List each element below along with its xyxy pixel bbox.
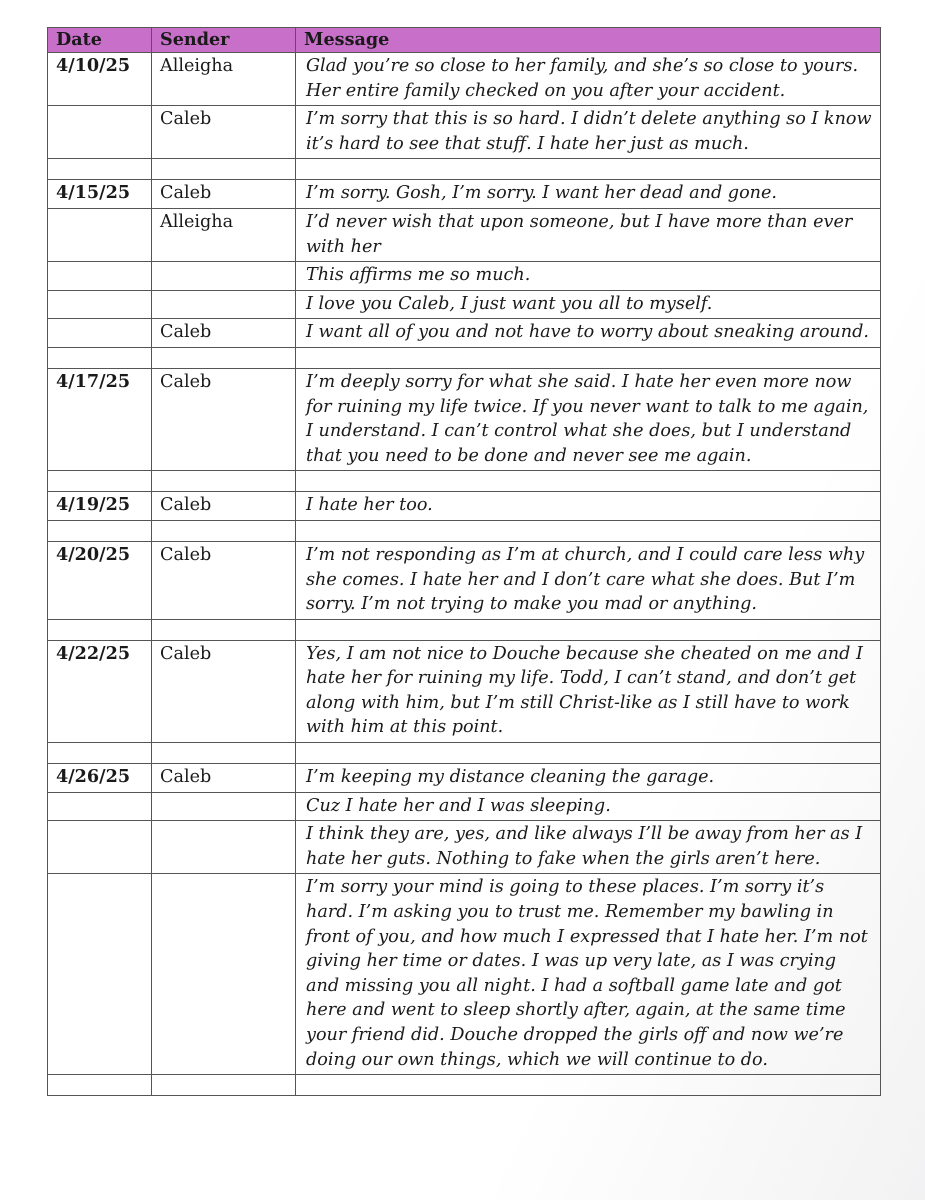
empty-cell: [296, 743, 881, 764]
table-row: [48, 874, 881, 1075]
sender-cell: [152, 290, 296, 319]
table-row: [48, 821, 881, 874]
sender-cell: [152, 262, 296, 291]
empty-cell: [296, 1075, 881, 1096]
date-cell: 4/20/25: [48, 541, 152, 619]
table-row: [48, 541, 881, 619]
empty-cell: [152, 743, 296, 764]
date-cell: [48, 290, 152, 319]
message-cell: I’m sorry. Gosh, I’m sorry. I want her dead and gone.: [296, 180, 881, 209]
message-rows: [48, 53, 881, 1096]
sender-cell: Caleb: [152, 764, 296, 793]
date-cell: 4/26/25: [48, 764, 152, 793]
empty-cell: [296, 471, 881, 492]
empty-cell: [152, 347, 296, 368]
message-cell: I hate her too.: [296, 492, 881, 521]
date-cell: [48, 874, 152, 1075]
table-row: [48, 208, 881, 261]
empty-cell: [48, 347, 152, 368]
spacer-row: [48, 743, 881, 764]
sender-cell: [152, 792, 296, 821]
date-cell: 4/19/25: [48, 492, 152, 521]
empty-cell: [48, 471, 152, 492]
table-row: [48, 106, 881, 159]
date-cell: 4/17/25: [48, 368, 152, 470]
empty-cell: [48, 1075, 152, 1096]
empty-cell: [296, 159, 881, 180]
spacer-row: [48, 520, 881, 541]
message-cell: I think they are, yes, and like always I’ll be away from her as I hate her guts. Nothing to fake when the girls aren’t here.: [296, 821, 881, 874]
date-cell: [48, 106, 152, 159]
sender-cell: [152, 874, 296, 1075]
spacer-row: [48, 471, 881, 492]
table-row: [48, 492, 881, 521]
date-cell: [48, 821, 152, 874]
sender-cell: Alleigha: [152, 208, 296, 261]
empty-cell: [48, 159, 152, 180]
sender-column-header: Sender: [152, 28, 296, 53]
empty-cell: [296, 347, 881, 368]
spacer-row: [48, 619, 881, 640]
table-row: [48, 262, 881, 291]
empty-cell: [152, 471, 296, 492]
message-cell: I’m keeping my distance cleaning the garage.: [296, 764, 881, 793]
message-cell: Yes, I am not nice to Douche because she cheated on me and I hate her for ruining my life. Todd, I can’t stand, and don’t get along with him, but I’m still Christ-like as I still have to work with him at this point.: [296, 640, 881, 742]
empty-cell: [48, 520, 152, 541]
empty-cell: [152, 619, 296, 640]
table-row: [48, 53, 881, 106]
spacer-row: [48, 159, 881, 180]
table-row: [48, 290, 881, 319]
table-row: [48, 319, 881, 348]
date-cell: 4/10/25: [48, 53, 152, 106]
date-cell: [48, 792, 152, 821]
empty-cell: [296, 619, 881, 640]
message-cell: This affirms me so much.: [296, 262, 881, 291]
sender-cell: Alleigha: [152, 53, 296, 106]
message-cell: I want all of you and not have to worry about sneaking around.: [296, 319, 881, 348]
table-row: [48, 792, 881, 821]
sender-cell: Caleb: [152, 180, 296, 209]
message-log-table: [47, 27, 881, 1096]
message-cell: Glad you’re so close to her family, and she’s so close to yours. Her entire family checked on you after your accident.: [296, 53, 881, 106]
date-cell: 4/15/25: [48, 180, 152, 209]
table-row: [48, 180, 881, 209]
message-cell: Cuz I hate her and I was sleeping.: [296, 792, 881, 821]
spacer-row: [48, 347, 881, 368]
date-cell: 4/22/25: [48, 640, 152, 742]
header-row: [48, 28, 881, 53]
message-cell: I’m sorry that this is so hard. I didn’t delete anything so I know it’s hard to see that stuff. I hate her just as much.: [296, 106, 881, 159]
empty-cell: [152, 1075, 296, 1096]
message-cell: I’m deeply sorry for what she said. I hate her even more now for ruining my life twice. If you never want to talk to me again, I understand. I can’t control what she does, but I understand that you need to be done and never see me again.: [296, 368, 881, 470]
table-row: [48, 764, 881, 793]
empty-cell: [152, 520, 296, 541]
sender-cell: Caleb: [152, 541, 296, 619]
sender-cell: Caleb: [152, 319, 296, 348]
empty-cell: [48, 743, 152, 764]
message-cell: I’d never wish that upon someone, but I have more than ever with her: [296, 208, 881, 261]
table-row: [48, 640, 881, 742]
empty-cell: [48, 619, 152, 640]
date-cell: [48, 319, 152, 348]
sender-cell: Caleb: [152, 106, 296, 159]
empty-cell: [152, 159, 296, 180]
sender-cell: Caleb: [152, 368, 296, 470]
date-column-header: Date: [48, 28, 152, 53]
message-column-header: Message: [296, 28, 881, 53]
spacer-row: [48, 1075, 881, 1096]
sender-cell: [152, 821, 296, 874]
sender-cell: Caleb: [152, 640, 296, 742]
date-cell: [48, 262, 152, 291]
sender-cell: Caleb: [152, 492, 296, 521]
table-row: [48, 368, 881, 470]
empty-cell: [296, 520, 881, 541]
date-cell: [48, 208, 152, 261]
message-cell: I’m not responding as I’m at church, and I could care less why she comes. I hate her and I don’t care what she does. But I’m sorry. I’m not trying to make you mad or anything.: [296, 541, 881, 619]
message-cell: I’m sorry your mind is going to these places. I’m sorry it’s hard. I’m asking you to trust me. Remember my bawling in front of you, and how much I expressed that I hate her. I’m not giving her time or dates. I was up very late, as I was crying and missing you all night. I had a softball game late and got here and went to sleep shortly after, again, at the same time your friend did. Douche dropped the girls off and now we’re doing our own things, which we will continue to do.: [296, 874, 881, 1075]
message-log-document: [47, 27, 880, 1096]
message-cell: I love you Caleb, I just want you all to myself.: [296, 290, 881, 319]
